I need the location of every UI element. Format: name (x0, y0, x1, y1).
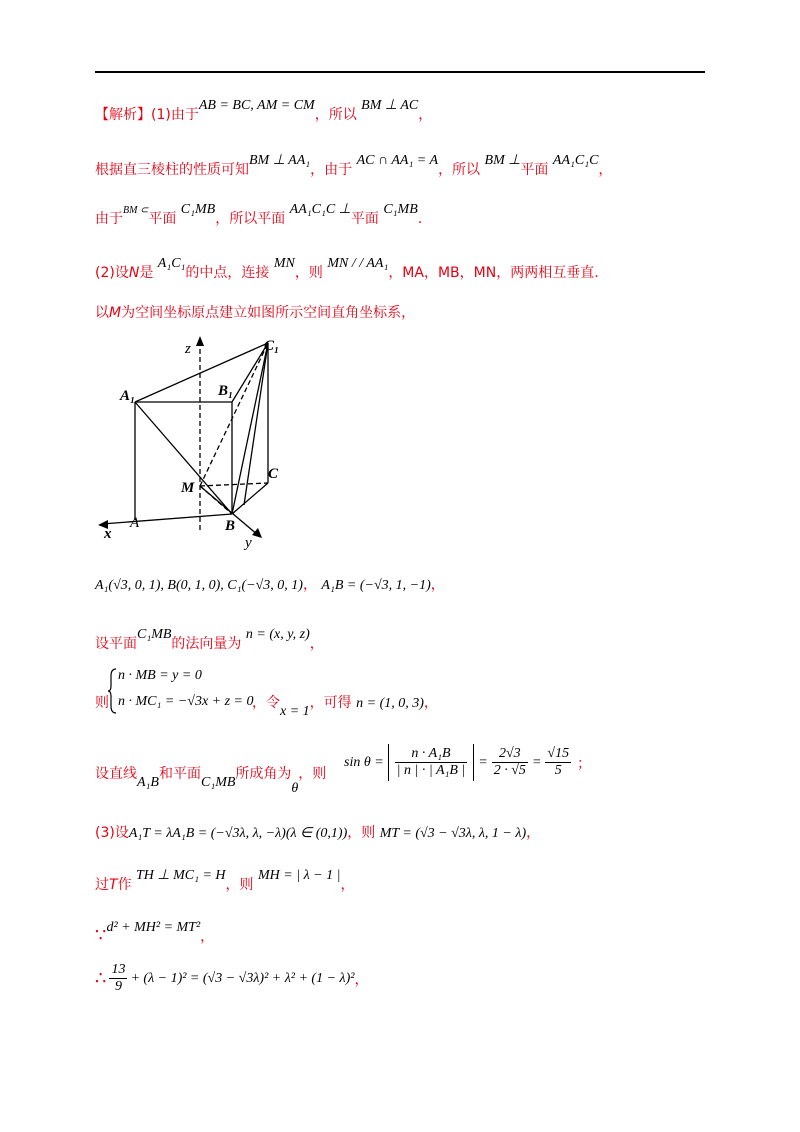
z-arrow (196, 336, 204, 346)
text: 作 (117, 877, 132, 893)
text: ，则 (298, 766, 327, 782)
math: C₁MB (200, 775, 236, 790)
text: N (128, 265, 140, 281)
line-4 (95, 256, 599, 282)
prism-figure (95, 330, 295, 560)
line-8-rest (252, 692, 438, 719)
x-axis (102, 514, 232, 524)
math: BM ⊥ (484, 153, 521, 168)
line-9 (95, 763, 327, 796)
text: ，所以平面 (215, 211, 286, 227)
label-y: y (245, 535, 252, 551)
line-8-label (95, 692, 109, 712)
text: 的中点，连接 (185, 265, 270, 281)
text: ，所以 (438, 162, 481, 178)
line-6 (95, 574, 445, 594)
line-3 (95, 202, 423, 228)
text: 平面 (148, 211, 177, 227)
frac-main: $\frac{\text{n · A₁B}}{\text{| n | · | A₁B |}}$ (396, 746, 466, 778)
math: A₁C₁ (157, 256, 186, 271)
frac-2: $\frac{√15}{5}$ (547, 746, 570, 778)
text: ∴ (95, 968, 107, 989)
frac-13-9: $\frac{13}{9}$ (111, 962, 126, 994)
text: M (109, 305, 122, 321)
math: = (531, 754, 542, 770)
text: ，令 (252, 695, 280, 711)
text: ， (354, 971, 369, 988)
label-a1: A₁ (120, 388, 136, 404)
math: + (λ − 1)² = (√3 − √3λ)² + λ² + (1 − λ)² (130, 970, 355, 986)
math: AA₁C₁C ⊥ (289, 202, 351, 217)
text: 【解析】(1)由于 (95, 107, 199, 123)
text: ， (423, 695, 438, 711)
math: C₁MB (137, 627, 172, 642)
text: ； (577, 755, 592, 772)
text: ，MA，MB，MN，两两相互垂直. (388, 265, 599, 281)
text: ，可得 (309, 695, 352, 711)
edge-a1b (135, 402, 232, 514)
text: 以 (95, 305, 109, 321)
math: AB = BC, AM = CM (198, 98, 315, 113)
math: x = 1 (280, 704, 310, 719)
text: (3)设 (95, 825, 129, 841)
text: ， (302, 577, 317, 593)
text: 和平面 (158, 766, 201, 782)
system-row-1: n · MB = y = 0 (118, 668, 202, 683)
text: 由于 (95, 211, 123, 227)
math: sin θ = (344, 754, 384, 770)
text: 根据直三棱柱的性质可知 (95, 162, 249, 178)
label-m: M (181, 480, 195, 496)
math: A₁(√3, 0, 1), B(0, 1, 0), C₁(−√3, 0, 1) (95, 578, 303, 593)
label-x: x (104, 526, 112, 542)
text: 平面 (350, 211, 379, 227)
math: θ (291, 781, 299, 796)
math: MH = | λ − 1 | (258, 868, 341, 883)
text: 的法向量为 (171, 636, 242, 652)
text: ， (200, 929, 215, 945)
text: ， (598, 162, 613, 178)
line-13 (95, 962, 368, 995)
text: ∵ (95, 925, 107, 946)
text: ，由于 (310, 162, 353, 178)
text: ， (340, 877, 355, 893)
line-1 (95, 98, 433, 124)
text: ，所以 (314, 107, 357, 123)
text: T (109, 877, 118, 893)
text: 平面 (520, 162, 549, 178)
math: C₁MB (383, 202, 418, 217)
abs-bars (388, 744, 475, 781)
label-c: C (268, 466, 279, 482)
text: 所成角为 (235, 766, 292, 782)
line-12 (95, 920, 215, 946)
math: MT = (√3 − √3λ, λ, 1 − λ) (379, 826, 527, 841)
frac-1: $\frac{2√3}{2 \cdot √5}$ (493, 746, 526, 778)
text: ， (526, 825, 541, 841)
math: BM ⊥ AA₁ (249, 153, 311, 168)
text: ，则 (347, 825, 376, 841)
y-arrow (252, 528, 262, 538)
text: (2)设 (95, 265, 129, 281)
math: TH ⊥ MC₁ = H (136, 868, 226, 883)
math: BM ⊥ AC (361, 98, 419, 113)
math: n = (x, y, z) (245, 627, 310, 642)
math: MN (273, 256, 295, 271)
text: 设平面 (95, 636, 137, 652)
text: 是 (139, 265, 154, 281)
edge-a1c1 (135, 343, 268, 402)
text: ，则 (225, 877, 254, 893)
text: ，则 (294, 265, 323, 281)
math: A₁T = λA₁B = (−√3λ, λ, −λ)(λ ∈ (0,1)) (128, 826, 348, 841)
label-b: B (225, 518, 236, 534)
left-brace (108, 668, 118, 714)
math: d² + MH² = MT² (106, 920, 201, 935)
text: 设直线 (95, 766, 137, 782)
math: MN / / AA₁ (327, 256, 389, 271)
math: BM ⊂ (123, 205, 149, 216)
math: = (478, 754, 488, 770)
math: n = (1, 0, 3) (356, 696, 424, 711)
label-z: z (185, 341, 191, 357)
math: A₁B = (−√3, 1, −1) (321, 578, 431, 593)
label-a: A (130, 515, 140, 531)
label-b1: B₁ (218, 383, 234, 399)
text: ， (430, 577, 445, 593)
edge-mc (200, 483, 268, 486)
math: AC ∩ AA₁ = A (356, 153, 439, 168)
math: AA₁C₁C (552, 153, 599, 168)
math: C₁MB (180, 202, 216, 217)
text: . (417, 211, 423, 227)
line-2 (95, 153, 613, 179)
header-rule (95, 71, 705, 73)
sin-formula (344, 744, 591, 781)
text: 过 (95, 877, 109, 893)
line-10 (95, 822, 540, 842)
text: 为空间坐标原点建立如图所示空间直角坐标系， (121, 305, 416, 321)
text: ， (309, 636, 324, 652)
system-row-2: n · MC₁ = −√3x + z = 0 (118, 694, 254, 709)
line-5 (95, 302, 415, 322)
text: 则 (95, 695, 109, 711)
edge-b1c1 (232, 343, 268, 402)
label-c1: C₁ (264, 338, 280, 354)
text: ， (418, 107, 433, 123)
math: A₁B (137, 775, 159, 790)
line-11 (95, 868, 355, 894)
line-7 (95, 627, 324, 653)
